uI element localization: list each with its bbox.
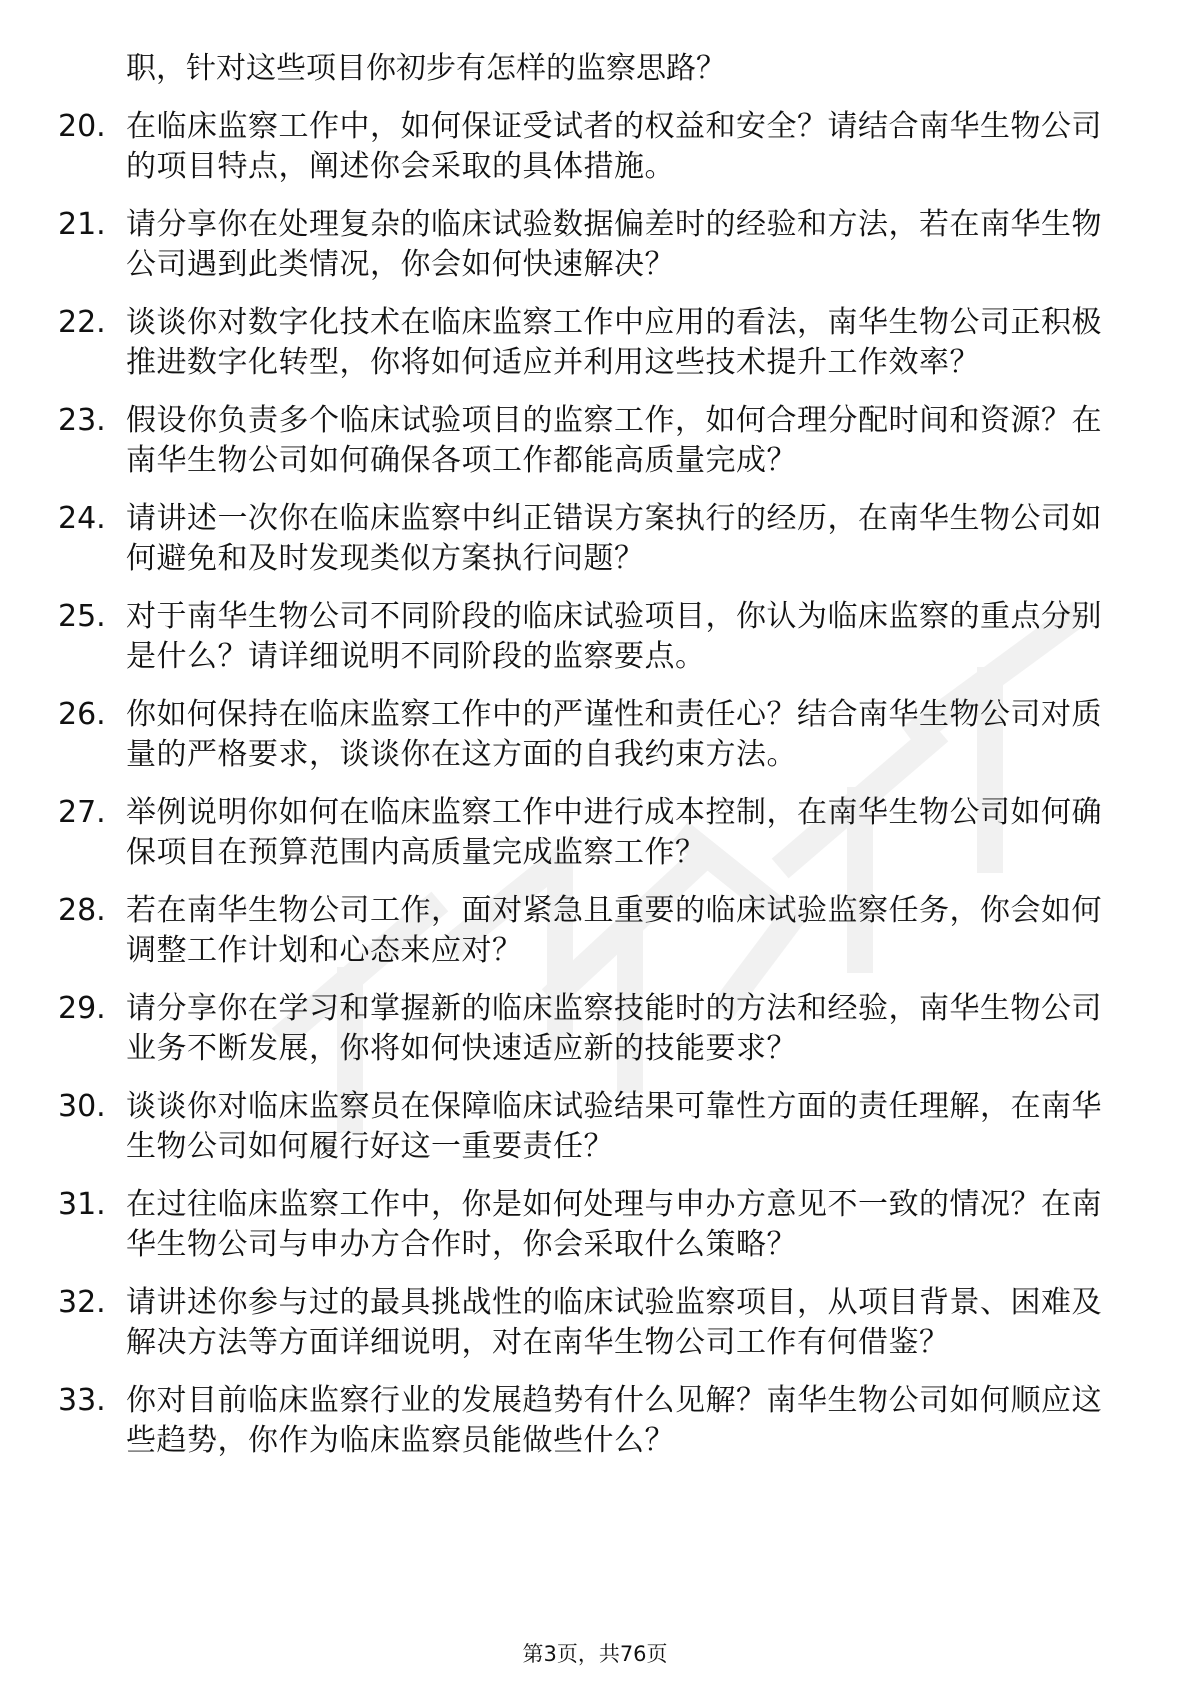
question-text: 请讲述你参与过的最具挑战性的临床试验监察项目，从项目背景、困难及解决方法等方面详细说明，对在南华生物公司工作有何借鉴？ xyxy=(126,1285,1102,1360)
question-item xyxy=(58,989,1118,1069)
question-item xyxy=(58,1283,1118,1363)
question-number: 20. xyxy=(58,109,106,144)
question-item xyxy=(58,303,1118,383)
question-text: 对于南华生物公司不同阶段的临床试验项目，你认为临床监察的重点分别是什么？请详细说明不同阶段的监察要点。 xyxy=(126,599,1102,674)
question-text: 请分享你在处理复杂的临床试验数据偏差时的经验和方法，若在南华生物公司遇到此类情况，你会如何快速解决？ xyxy=(126,207,1102,282)
question-item xyxy=(58,597,1118,677)
question-number: 22. xyxy=(58,305,106,340)
question-text: 你对目前临床监察行业的发展趋势有什么见解？南华生物公司如何顺应这些趋势，你作为临床监察员能做些什么？ xyxy=(126,1383,1102,1458)
question-text: 谈谈你对数字化技术在临床监察工作中应用的看法，南华生物公司正积极推进数字化转型，你将如何适应并利用这些技术提升工作效率？ xyxy=(126,305,1102,380)
page-footer: 第3页，共76页 xyxy=(522,1642,668,1666)
question-text: 在过往临床监察工作中，你是如何处理与申办方意见不一致的情况？在南华生物公司与申办方合作时，你会采取什么策略？ xyxy=(126,1187,1102,1262)
question-text: 请分享你在学习和掌握新的临床监察技能时的方法和经验，南华生物公司业务不断发展，你将如何快速适应新的技能要求？ xyxy=(126,991,1102,1066)
question-item xyxy=(58,1185,1118,1265)
question-number: 25. xyxy=(58,599,106,634)
question-number: 24. xyxy=(58,501,106,536)
question-text: 在临床监察工作中，如何保证受试者的权益和安全？请结合南华生物公司的项目特点，阐述你会采取的具体措施。 xyxy=(126,109,1102,184)
question-item xyxy=(58,401,1118,481)
question-item xyxy=(58,891,1118,971)
question-number: 29. xyxy=(58,991,106,1026)
question-text: 举例说明你如何在临床监察工作中进行成本控制，在南华生物公司如何确保项目在预算范围内高质量完成监察工作？ xyxy=(126,795,1102,870)
question-number: 26. xyxy=(58,697,106,732)
question-text: 假设你负责多个临床试验项目的监察工作，如何合理分配时间和资源？在南华生物公司如何确保各项工作都能高质量完成？ xyxy=(126,403,1102,478)
question-list xyxy=(58,107,1118,1479)
question-item xyxy=(58,1381,1118,1461)
question-item xyxy=(58,205,1118,285)
question-number: 33. xyxy=(58,1383,106,1418)
question-item xyxy=(58,793,1118,873)
question-item xyxy=(58,499,1118,579)
question-item xyxy=(58,107,1118,187)
continuation-text: 职，针对这些项目你初步有怎样的监察思路？ xyxy=(126,51,726,86)
question-number: 27. xyxy=(58,795,106,830)
question-text: 谈谈你对临床监察员在保障临床试验结果可靠性方面的责任理解，在南华生物公司如何履行好这一重要责任？ xyxy=(126,1089,1102,1164)
question-number: 21. xyxy=(58,207,106,242)
question-text: 你如何保持在临床监察工作中的严谨性和责任心？结合南华生物公司对质量的严格要求，谈谈你在这方面的自我约束方法。 xyxy=(126,697,1102,772)
question-number: 28. xyxy=(58,893,106,928)
question-item xyxy=(58,1087,1118,1167)
question-number: 31. xyxy=(58,1187,106,1222)
question-text: 若在南华生物公司工作，面对紧急且重要的临床试验监察任务，你会如何调整工作计划和心态来应对？ xyxy=(126,893,1102,968)
question-number: 32. xyxy=(58,1285,106,1320)
question-number: 30. xyxy=(58,1089,106,1124)
question-item xyxy=(58,695,1118,775)
question-text: 请讲述一次你在临床监察中纠正错误方案执行的经历，在南华生物公司如何避免和及时发现类似方案执行问题？ xyxy=(126,501,1102,576)
question-number: 23. xyxy=(58,403,106,438)
